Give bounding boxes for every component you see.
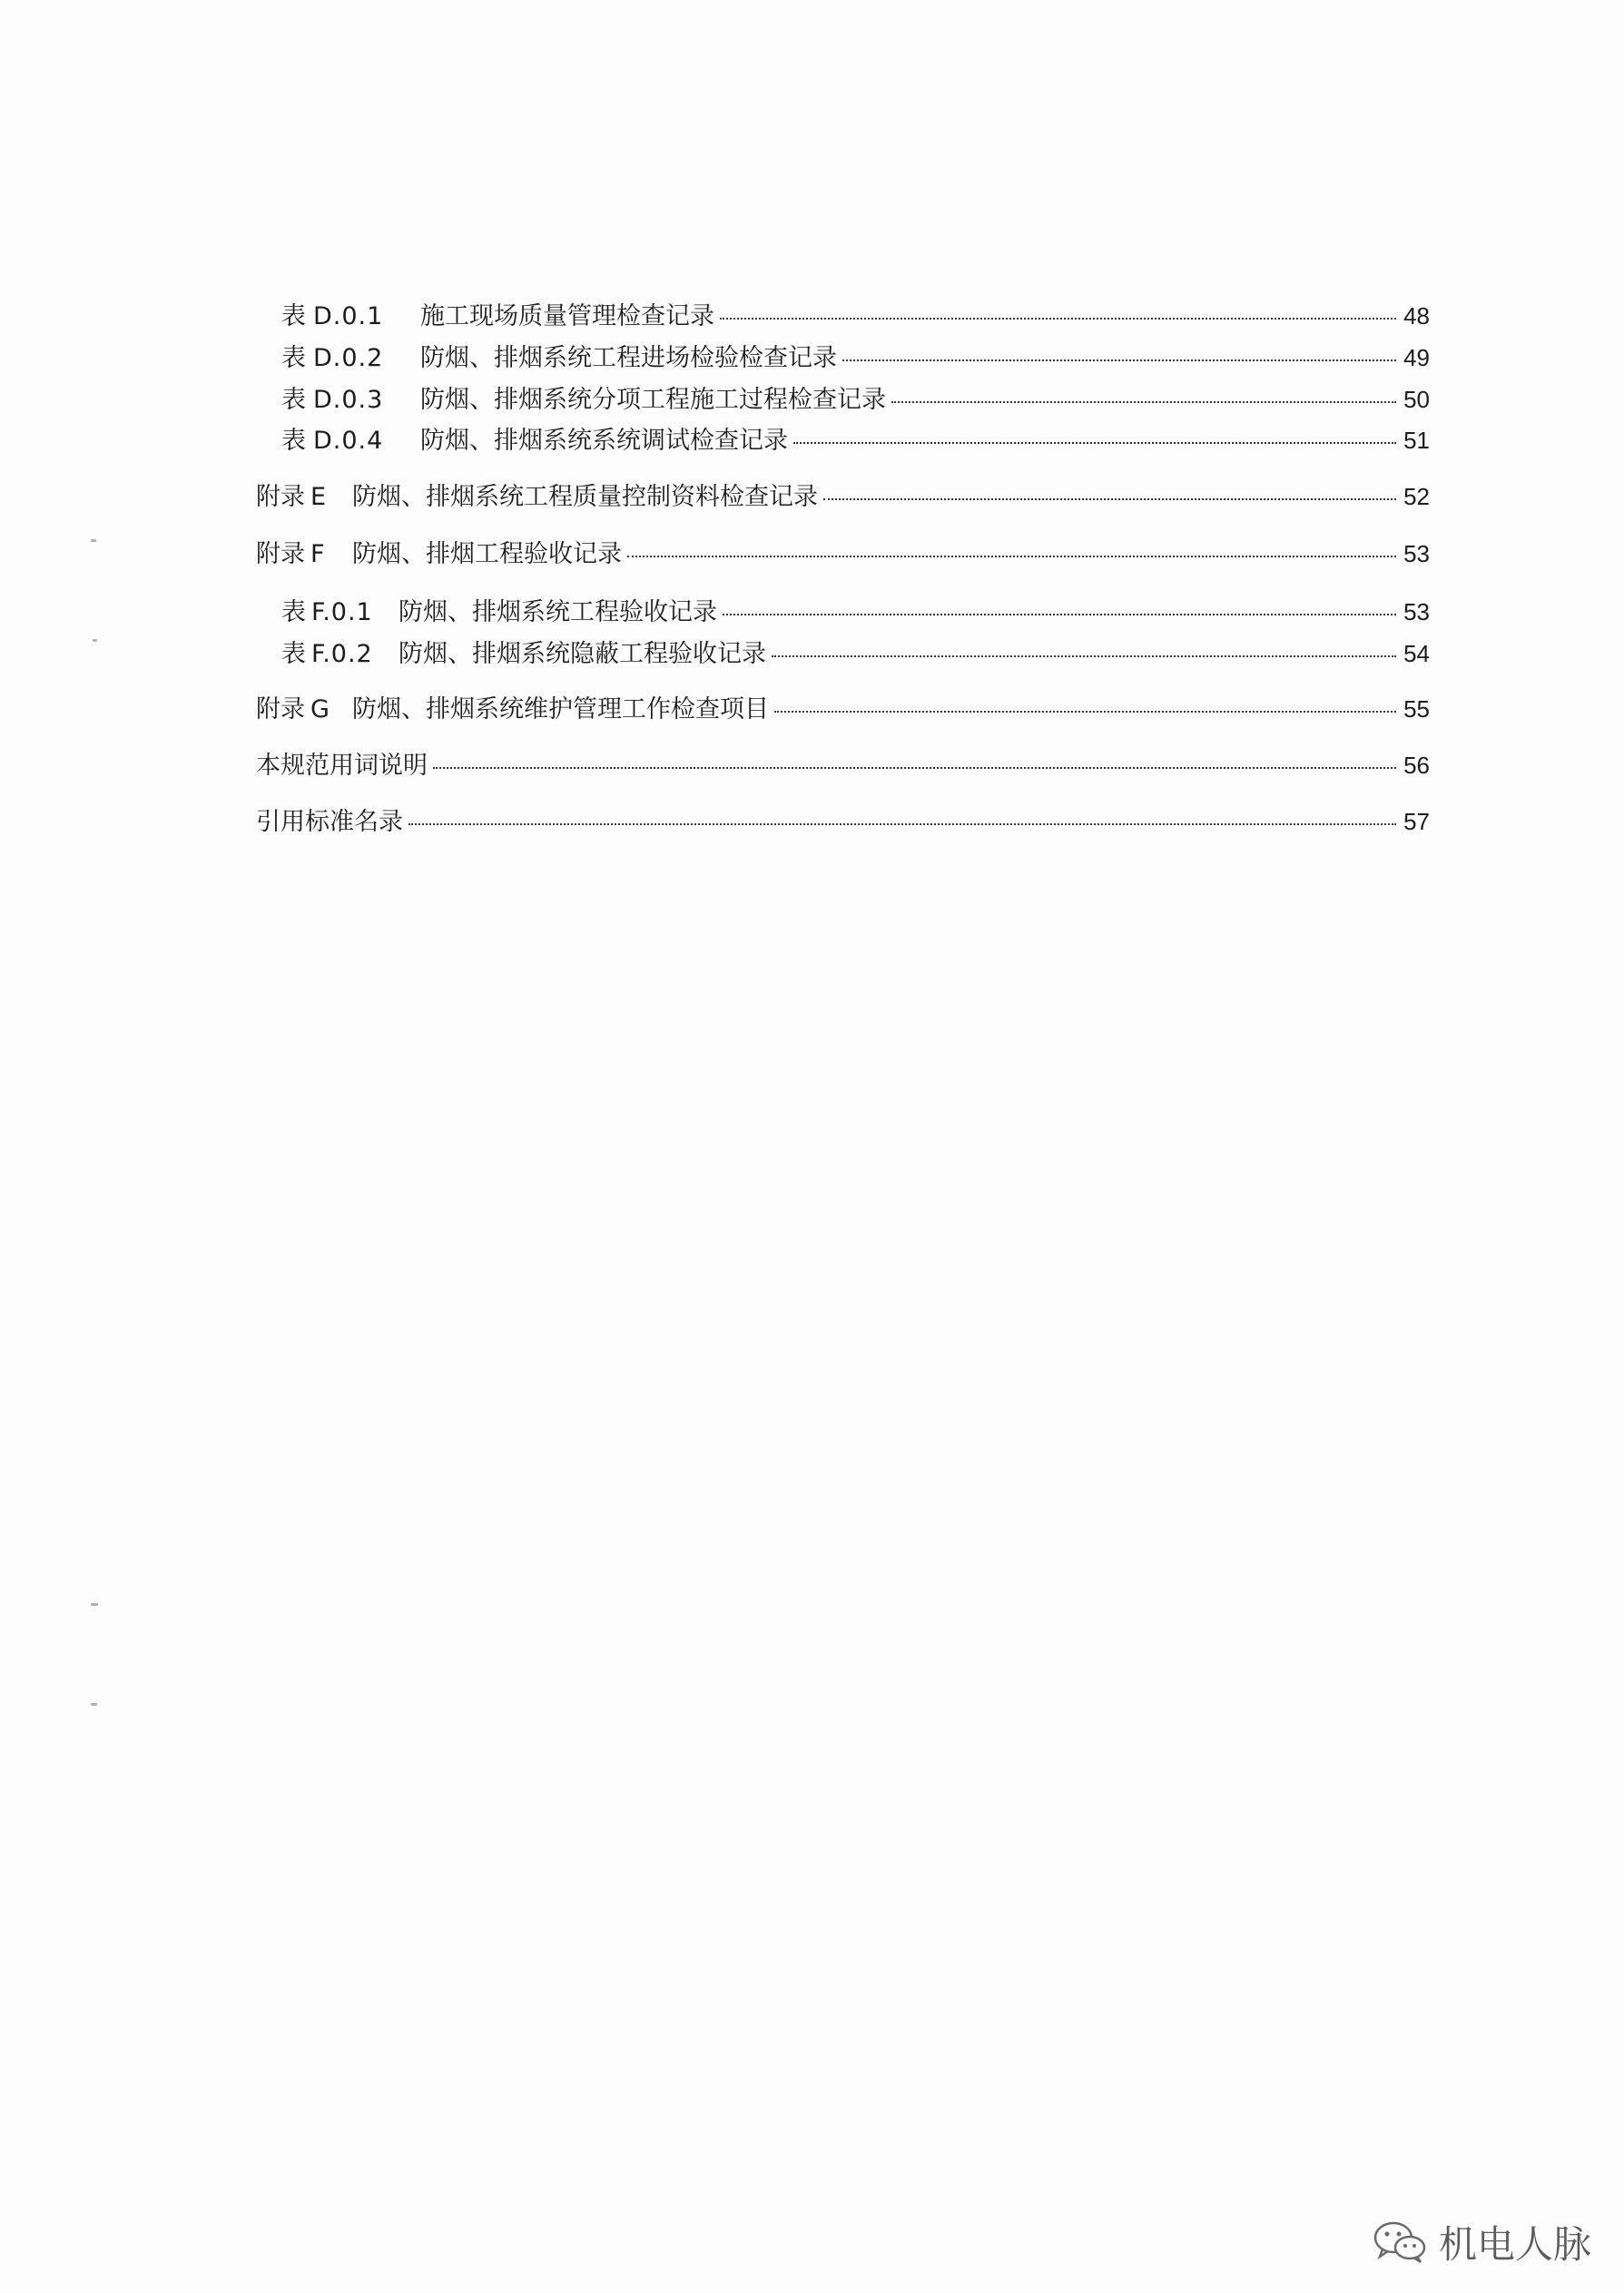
- scan-speck: [91, 1603, 98, 1606]
- toc-entry-title: 防烟、排烟系统工程质量控制资料检查记录: [352, 483, 818, 511]
- toc-entry-title: 防烟、排烟系统维护管理工作检查项目: [352, 695, 769, 723]
- toc-entry-page: 57: [1403, 808, 1430, 835]
- toc-entry-page: 50: [1403, 386, 1430, 413]
- toc-entry[interactable]: [256, 749, 1430, 782]
- toc-entry-title: 施工现场质量管理检查记录: [420, 302, 714, 330]
- toc-entry-label: 表: [281, 640, 306, 668]
- toc-entry-page: 52: [1403, 483, 1430, 510]
- toc-entry[interactable]: [281, 637, 1430, 671]
- toc-entry-page: 55: [1403, 695, 1430, 723]
- toc-entry-page: 48: [1403, 302, 1430, 330]
- wechat-icon: [1372, 2219, 1428, 2265]
- toc-entry-code: F: [310, 540, 326, 568]
- toc-entry-label: 附录: [256, 695, 305, 723]
- scan-speck: [91, 1703, 97, 1706]
- dot-leader: [774, 711, 1396, 713]
- toc-entry-label: 本规范用词说明: [256, 752, 428, 780]
- toc-entry[interactable]: [281, 300, 1430, 333]
- toc-entry[interactable]: [256, 693, 1430, 726]
- toc-entry-title: 防烟、排烟系统工程进场检验检查记录: [420, 344, 837, 372]
- dot-leader: [793, 442, 1396, 444]
- toc-entry-label: 附录: [256, 483, 305, 511]
- toc-entry-code: D.0.4: [313, 427, 384, 455]
- toc-entry-page: 53: [1403, 598, 1430, 625]
- toc-entry-label: 表: [281, 427, 306, 455]
- toc-entry-label: 引用标准名录: [256, 808, 403, 836]
- toc-entry-title: 防烟、排烟系统工程验收记录: [399, 598, 717, 626]
- toc-entry-code: F.0.2: [311, 640, 373, 668]
- toc-entry[interactable]: [281, 424, 1430, 458]
- toc-entry-code: F.0.1: [311, 598, 373, 626]
- dot-leader: [891, 401, 1396, 403]
- toc-entry-code: D.0.1: [313, 302, 384, 330]
- toc-entry-page: 49: [1403, 344, 1430, 371]
- toc-entry-page: 51: [1403, 427, 1430, 454]
- toc-entry-label: 表: [281, 386, 306, 414]
- toc-entry[interactable]: [256, 480, 1430, 514]
- scan-speck: [93, 639, 97, 642]
- toc-entry[interactable]: [281, 383, 1430, 417]
- toc-entry-page: 54: [1403, 640, 1430, 667]
- toc-entry-title: 防烟、排烟工程验收记录: [352, 540, 622, 568]
- toc-entry[interactable]: [256, 537, 1430, 571]
- toc-entry-label: 表: [281, 302, 306, 330]
- toc-entry-label: 表: [281, 344, 306, 372]
- watermark: [1372, 2215, 1591, 2269]
- dot-leader: [627, 556, 1396, 557]
- toc-entry-code: D.0.2: [313, 344, 384, 372]
- dot-leader: [408, 823, 1396, 825]
- watermark-text: 机电人脉: [1438, 2222, 1591, 2267]
- dot-leader: [772, 655, 1396, 657]
- dot-leader: [433, 767, 1396, 769]
- toc-entry-label: 附录: [256, 540, 305, 568]
- dot-leader: [723, 614, 1396, 615]
- toc-entry-page: 56: [1403, 752, 1430, 779]
- toc-entry-code: G: [310, 695, 330, 723]
- dot-leader: [842, 359, 1396, 361]
- toc-entry-label: 表: [281, 598, 306, 626]
- toc-entry[interactable]: [281, 595, 1430, 629]
- toc-entry[interactable]: [281, 341, 1430, 375]
- toc-entry-code: D.0.3: [313, 386, 384, 414]
- toc-entry-code: E: [310, 483, 328, 511]
- scan-speck: [91, 539, 96, 542]
- dot-leader: [823, 498, 1396, 500]
- dot-leader: [720, 318, 1396, 320]
- toc-entry[interactable]: [256, 805, 1430, 839]
- toc-entry-page: 53: [1403, 540, 1430, 567]
- toc-entry-title: 防烟、排烟系统隐蔽工程验收记录: [399, 640, 766, 668]
- toc-entry-title: 防烟、排烟系统系统调试检查记录: [420, 427, 788, 455]
- toc-entry-title: 防烟、排烟系统分项工程施工过程检查记录: [420, 386, 886, 414]
